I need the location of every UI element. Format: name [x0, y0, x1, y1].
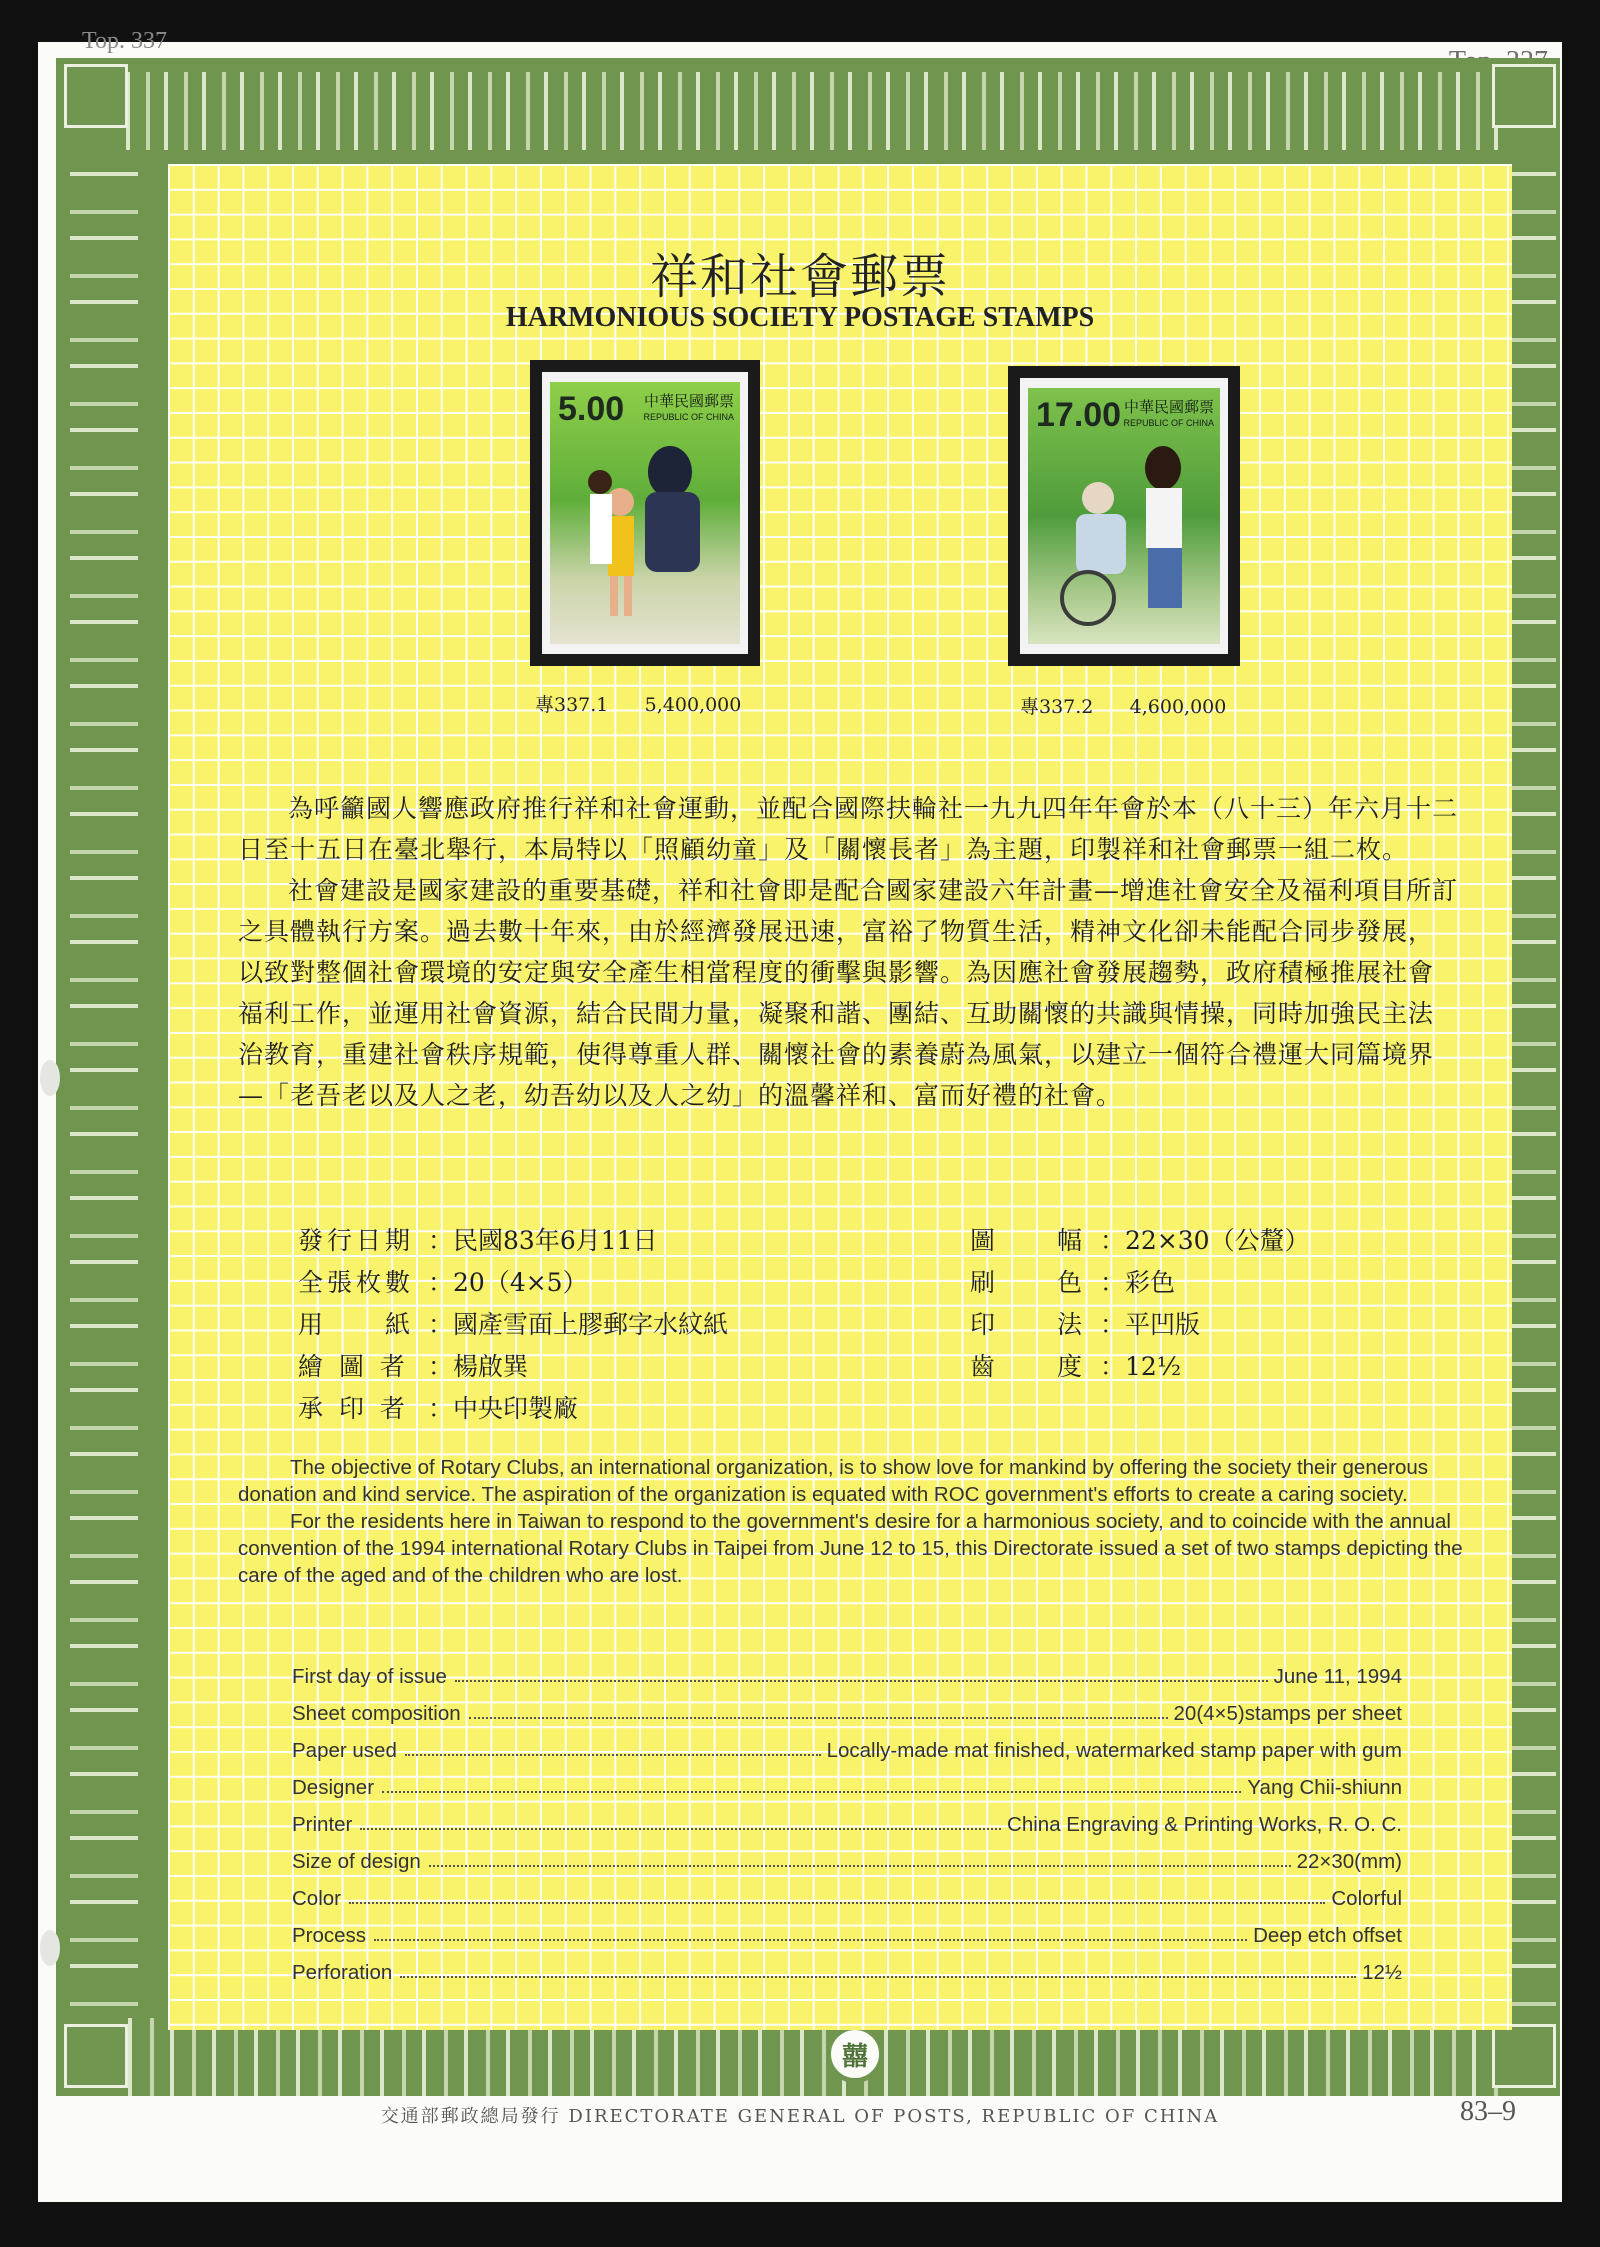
english-paragraph: The objective of Rotary Clubs, an international organization, is to show love for mankind by offering the society their generous donation and kind service. The aspiration of the organization is equated with ROC government's efforts to create a caring society.	[238, 1456, 1429, 1506]
english-spec-label: Paper used	[292, 1739, 397, 1762]
spec-label: 承 印 者	[298, 1394, 409, 1423]
leader-dots	[400, 1976, 1356, 1978]
leader-dots	[405, 1754, 821, 1756]
spec-value: 彩色	[1125, 1268, 1176, 1297]
spec-value: 民國83年6月11日	[453, 1226, 658, 1255]
spec-row: 發行日期 ： 民國83年6月11日	[298, 1220, 728, 1262]
spec-label: 印 法	[970, 1310, 1087, 1339]
page-number: 83–9	[1460, 2096, 1516, 2127]
chinese-specs-right	[970, 1220, 1310, 1388]
binder-hole	[40, 1060, 60, 1096]
spec-row: 刷 色 ： 彩色	[970, 1262, 1310, 1304]
frame-left-ornament	[70, 150, 138, 2010]
english-spec-row	[292, 1837, 1402, 1874]
stamp-face-value: 5.00	[558, 390, 625, 428]
frame-corner-ornament	[1492, 2024, 1556, 2088]
english-paragraph: For the residents here in Taiwan to respond to the government's desire for a harmonious society, and to coincide with the annual convention of the 1994 international Rotary Clubs in Taipei from June 12 to 15, this Directorate issued a set of two stamps depicting the care of the aged and of the children who are lost.	[238, 1510, 1463, 1587]
header-left-text: Top. 337	[82, 28, 167, 54]
binder-hole	[40, 1930, 60, 1966]
spec-value: 20（4×5）	[453, 1268, 588, 1297]
english-spec-row	[292, 1874, 1402, 1911]
english-spec-row	[292, 1689, 1402, 1726]
stamp-country-chinese: 中華民國郵票	[1123, 398, 1214, 416]
english-spec-value: 12½	[1362, 1961, 1402, 1984]
stamp-caption-1	[535, 690, 741, 717]
leader-dots	[382, 1791, 1241, 1793]
leader-dots	[455, 1680, 1268, 1682]
stamp-mount-2	[1008, 366, 1240, 666]
spec-value: 22×30（公釐）	[1125, 1226, 1310, 1255]
english-spec-label: Sheet composition	[292, 1702, 461, 1725]
stamp-face-value: 17.00	[1036, 396, 1122, 434]
stamp-mount-1	[530, 360, 760, 666]
english-spec-value: 22×30(mm)	[1296, 1850, 1402, 1873]
stamp-country-english: REPUBLIC OF CHINA	[643, 412, 734, 422]
frame-corner-ornament	[1492, 64, 1556, 128]
spec-value: 平凹版	[1125, 1310, 1201, 1339]
english-spec-value: Deep etch offset	[1253, 1924, 1402, 1947]
spec-label: 圖 幅	[970, 1226, 1087, 1255]
english-spec-label: Process	[292, 1924, 367, 1947]
leader-dots	[469, 1717, 1168, 1719]
spec-row: 承 印 者 ： 中央印製廠	[298, 1388, 728, 1430]
page-title-english: HARMONIOUS SOCIETY POSTAGE STAMPS	[505, 302, 1095, 333]
chinese-description	[238, 788, 1458, 1116]
chinese-specs-left	[298, 1220, 728, 1430]
english-spec-label: Size of design	[292, 1850, 421, 1873]
stamp-caption-2	[1020, 692, 1226, 719]
english-spec-value: 20(4×5)stamps per sheet	[1173, 1702, 1402, 1725]
english-spec-value: Locally-made mat finished, watermarked stamp paper with gum	[826, 1739, 1402, 1762]
spec-value: 12½	[1125, 1352, 1182, 1381]
english-spec-row	[292, 1800, 1402, 1837]
english-spec-value: Yang Chii-shiunn	[1247, 1776, 1402, 1799]
english-specs-list	[292, 1652, 1402, 1985]
spec-label: 齒 度	[970, 1352, 1087, 1381]
frame-seal-emblem: 囍	[826, 2025, 884, 2083]
leader-dots	[429, 1865, 1291, 1867]
spec-label: 刷 色	[970, 1268, 1087, 1297]
stamp-country-chinese: 中華民國郵票	[643, 392, 734, 410]
english-spec-label: Printer	[292, 1813, 353, 1836]
leader-dots	[349, 1902, 1325, 1904]
spec-row: 圖 幅 ： 22×30（公釐）	[970, 1220, 1310, 1262]
stamp-print-quantity: 5,400,000	[644, 694, 742, 716]
frame-top-ornament	[112, 72, 1512, 150]
english-spec-label: Color	[292, 1887, 341, 1910]
english-spec-label: First day of issue	[292, 1665, 447, 1688]
english-description	[238, 1454, 1463, 1589]
stamp-catalog-number: 專337.1	[535, 694, 609, 716]
spec-label: 繪 圖 者	[298, 1352, 409, 1381]
spec-row: 全張枚數 ： 20（4×5）	[298, 1262, 728, 1304]
english-spec-row	[292, 1652, 1402, 1689]
stamp-country-english: REPUBLIC OF CHINA	[1123, 418, 1214, 428]
leader-dots	[360, 1828, 1001, 1830]
spec-value: 國產雪面上膠郵字水紋紙	[453, 1310, 729, 1339]
page-title-chinese: 祥和社會郵票	[649, 249, 950, 305]
spec-label: 用 紙	[298, 1310, 415, 1339]
frame-corner-ornament	[64, 64, 128, 128]
english-spec-row	[292, 1948, 1402, 1985]
leader-dots	[374, 1939, 1247, 1941]
stamp-print-quantity: 4,600,000	[1129, 696, 1227, 718]
english-spec-value: China Engraving & Printing Works, R. O. C.	[1007, 1813, 1402, 1836]
publisher-footer: 交通部郵政總局發行 DIRECTORATE GENERAL OF POSTS, REPUBLIC OF CHINA	[380, 2106, 1220, 2127]
spec-row: 用 紙 ： 國產雪面上膠郵字水紋紙	[298, 1304, 728, 1346]
spec-value: 中央印製廠	[453, 1394, 579, 1423]
spec-row: 印 法 ： 平凹版	[970, 1304, 1310, 1346]
english-spec-row	[292, 1763, 1402, 1800]
spec-value: 楊啟巽	[453, 1352, 529, 1381]
english-spec-value: June 11, 1994	[1273, 1665, 1402, 1688]
english-spec-value: Colorful	[1331, 1887, 1402, 1910]
chinese-paragraph: 為呼籲國人響應政府推行祥和社會運動，並配合國際扶輪社一九九四年年會於本（八十三）年六月十二日至十五日在臺北舉行，本局特以「照顧幼童」及「關懷長者」為主題，印製祥和社會郵票一組二枚。	[238, 794, 1459, 864]
english-spec-label: Designer	[292, 1776, 375, 1799]
english-spec-label: Perforation	[292, 1961, 393, 1984]
chinese-paragraph: 社會建設是國家建設的重要基礎，祥和社會即是配合國家建設六年計畫—增進社會安全及福利項目所訂之具體執行方案。過去數十年來，由於經濟發展迅速，富裕了物質生活，精神文化卻未能配合同步發展，以致對整個社會環境的安定與安全產生相當程度的衝擊與影響。為因應社會發展趨勢，政府積極推展社會福利工作，並運用社會資源，結合民間力量，凝聚和諧、團結、互助關懷的共識與情操，同時加強民主法治教育，重建社會秩序規範，使得尊重人群、關懷社會的素養蔚為風氣，以建立一個符合禮運大同篇境界—「老吾老以及人之老，幼吾幼以及人之幼」的溫馨祥和、富而好禮的社會。	[238, 876, 1459, 1110]
stamp-catalog-number: 專337.2	[1020, 696, 1094, 718]
english-spec-row	[292, 1726, 1402, 1763]
spec-label: 全張枚數	[298, 1268, 415, 1297]
spec-label: 發行日期	[298, 1226, 415, 1255]
english-spec-row	[292, 1911, 1402, 1948]
spec-row: 繪 圖 者 ： 楊啟巽	[298, 1346, 728, 1388]
spec-row: 齒 度 ： 12½	[970, 1346, 1310, 1388]
frame-corner-ornament	[64, 2024, 128, 2088]
